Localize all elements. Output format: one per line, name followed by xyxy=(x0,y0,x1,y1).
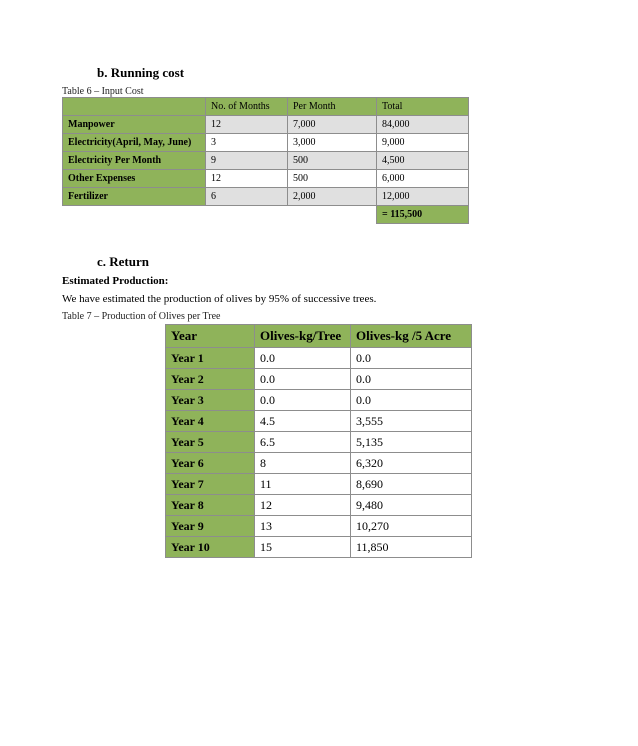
production-paragraph: We have estimated the production of olives by 95% of successive trees. xyxy=(62,293,377,305)
table-row xyxy=(166,369,472,390)
table-row xyxy=(166,390,472,411)
header-months: No. of Months xyxy=(206,98,288,116)
table-row xyxy=(166,432,472,453)
cell-year: Year 7 xyxy=(166,474,255,495)
cell-total: 6,000 xyxy=(377,170,469,188)
row-label: Electricity(April, May, June) xyxy=(63,134,206,152)
cell-year: Year 9 xyxy=(166,516,255,537)
cell-per-month: 500 xyxy=(288,152,377,170)
cell-per-month: 3,000 xyxy=(288,134,377,152)
estimated-production-label: Estimated Production: xyxy=(62,275,169,287)
row-label: Fertilizer xyxy=(63,188,206,206)
olive-production-table xyxy=(165,324,472,558)
cell-total: 84,000 xyxy=(377,116,469,134)
table-row xyxy=(63,134,469,152)
cell-per-tree: 8 xyxy=(255,453,351,474)
table-row xyxy=(63,188,469,206)
header-per-month: Per Month xyxy=(288,98,377,116)
cell-months: 12 xyxy=(206,170,288,188)
cell-per-5-acre: 8,690 xyxy=(351,474,472,495)
table-row xyxy=(166,516,472,537)
cell-year: Year 3 xyxy=(166,390,255,411)
cell-per-5-acre: 3,555 xyxy=(351,411,472,432)
cell-per-tree: 15 xyxy=(255,537,351,558)
table-row xyxy=(166,348,472,369)
header-per-tree: Olives-kg/Tree xyxy=(255,325,351,348)
table-row xyxy=(63,152,469,170)
header-total: Total xyxy=(377,98,469,116)
cell-per-tree: 12 xyxy=(255,495,351,516)
table-header-row xyxy=(63,98,469,116)
cell-total: 12,000 xyxy=(377,188,469,206)
total-row xyxy=(63,206,469,224)
table-row xyxy=(63,116,469,134)
cell-per-tree: 11 xyxy=(255,474,351,495)
cell-per-tree: 4.5 xyxy=(255,411,351,432)
table-header-row xyxy=(166,325,472,348)
cell-year: Year 1 xyxy=(166,348,255,369)
row-label: Manpower xyxy=(63,116,206,134)
cell-per-month: 2,000 xyxy=(288,188,377,206)
header-per-5-acre: Olives-kg /5 Acre xyxy=(351,325,472,348)
cell-per-5-acre: 5,135 xyxy=(351,432,472,453)
cell-year: Year 2 xyxy=(166,369,255,390)
cell-months: 6 xyxy=(206,188,288,206)
cell-year: Year 10 xyxy=(166,537,255,558)
cell-year: Year 5 xyxy=(166,432,255,453)
cell-per-5-acre: 6,320 xyxy=(351,453,472,474)
table-row xyxy=(166,453,472,474)
cell-per-tree: 6.5 xyxy=(255,432,351,453)
table-6-caption: Table 6 – Input Cost xyxy=(62,86,144,97)
running-cost-heading: b. Running cost xyxy=(97,65,185,80)
table-row xyxy=(63,170,469,188)
cell-months: 9 xyxy=(206,152,288,170)
row-label: Electricity Per Month xyxy=(63,152,206,170)
grand-total-cell: = 115,500 xyxy=(377,206,469,224)
cell-year: Year 4 xyxy=(166,411,255,432)
cell-per-5-acre: 11,850 xyxy=(351,537,472,558)
table-row xyxy=(166,495,472,516)
cell-total: 9,000 xyxy=(377,134,469,152)
cell-per-month: 500 xyxy=(288,170,377,188)
cell-total: 4,500 xyxy=(377,152,469,170)
cell-per-tree: 0.0 xyxy=(255,390,351,411)
row-label: Other Expenses xyxy=(63,170,206,188)
cell-per-5-acre: 0.0 xyxy=(351,369,472,390)
cell-per-month: 7,000 xyxy=(288,116,377,134)
cell-year: Year 6 xyxy=(166,453,255,474)
cell-per-tree: 0.0 xyxy=(255,348,351,369)
table-7-caption: Table 7 – Production of Olives per Tree xyxy=(62,311,221,322)
table-row xyxy=(166,411,472,432)
cell-per-5-acre: 0.0 xyxy=(351,390,472,411)
cell-per-tree: 0.0 xyxy=(255,369,351,390)
return-heading: c. Return xyxy=(97,254,149,269)
cell-per-5-acre: 0.0 xyxy=(351,348,472,369)
header-empty-cell xyxy=(63,98,206,116)
cell-per-5-acre: 10,270 xyxy=(351,516,472,537)
header-year: Year xyxy=(166,325,255,348)
cell-per-5-acre: 9,480 xyxy=(351,495,472,516)
cell-months: 3 xyxy=(206,134,288,152)
input-cost-table xyxy=(62,97,469,224)
cell-year: Year 8 xyxy=(166,495,255,516)
table-row xyxy=(166,474,472,495)
cell-months: 12 xyxy=(206,116,288,134)
table-row xyxy=(166,537,472,558)
cell-per-tree: 13 xyxy=(255,516,351,537)
